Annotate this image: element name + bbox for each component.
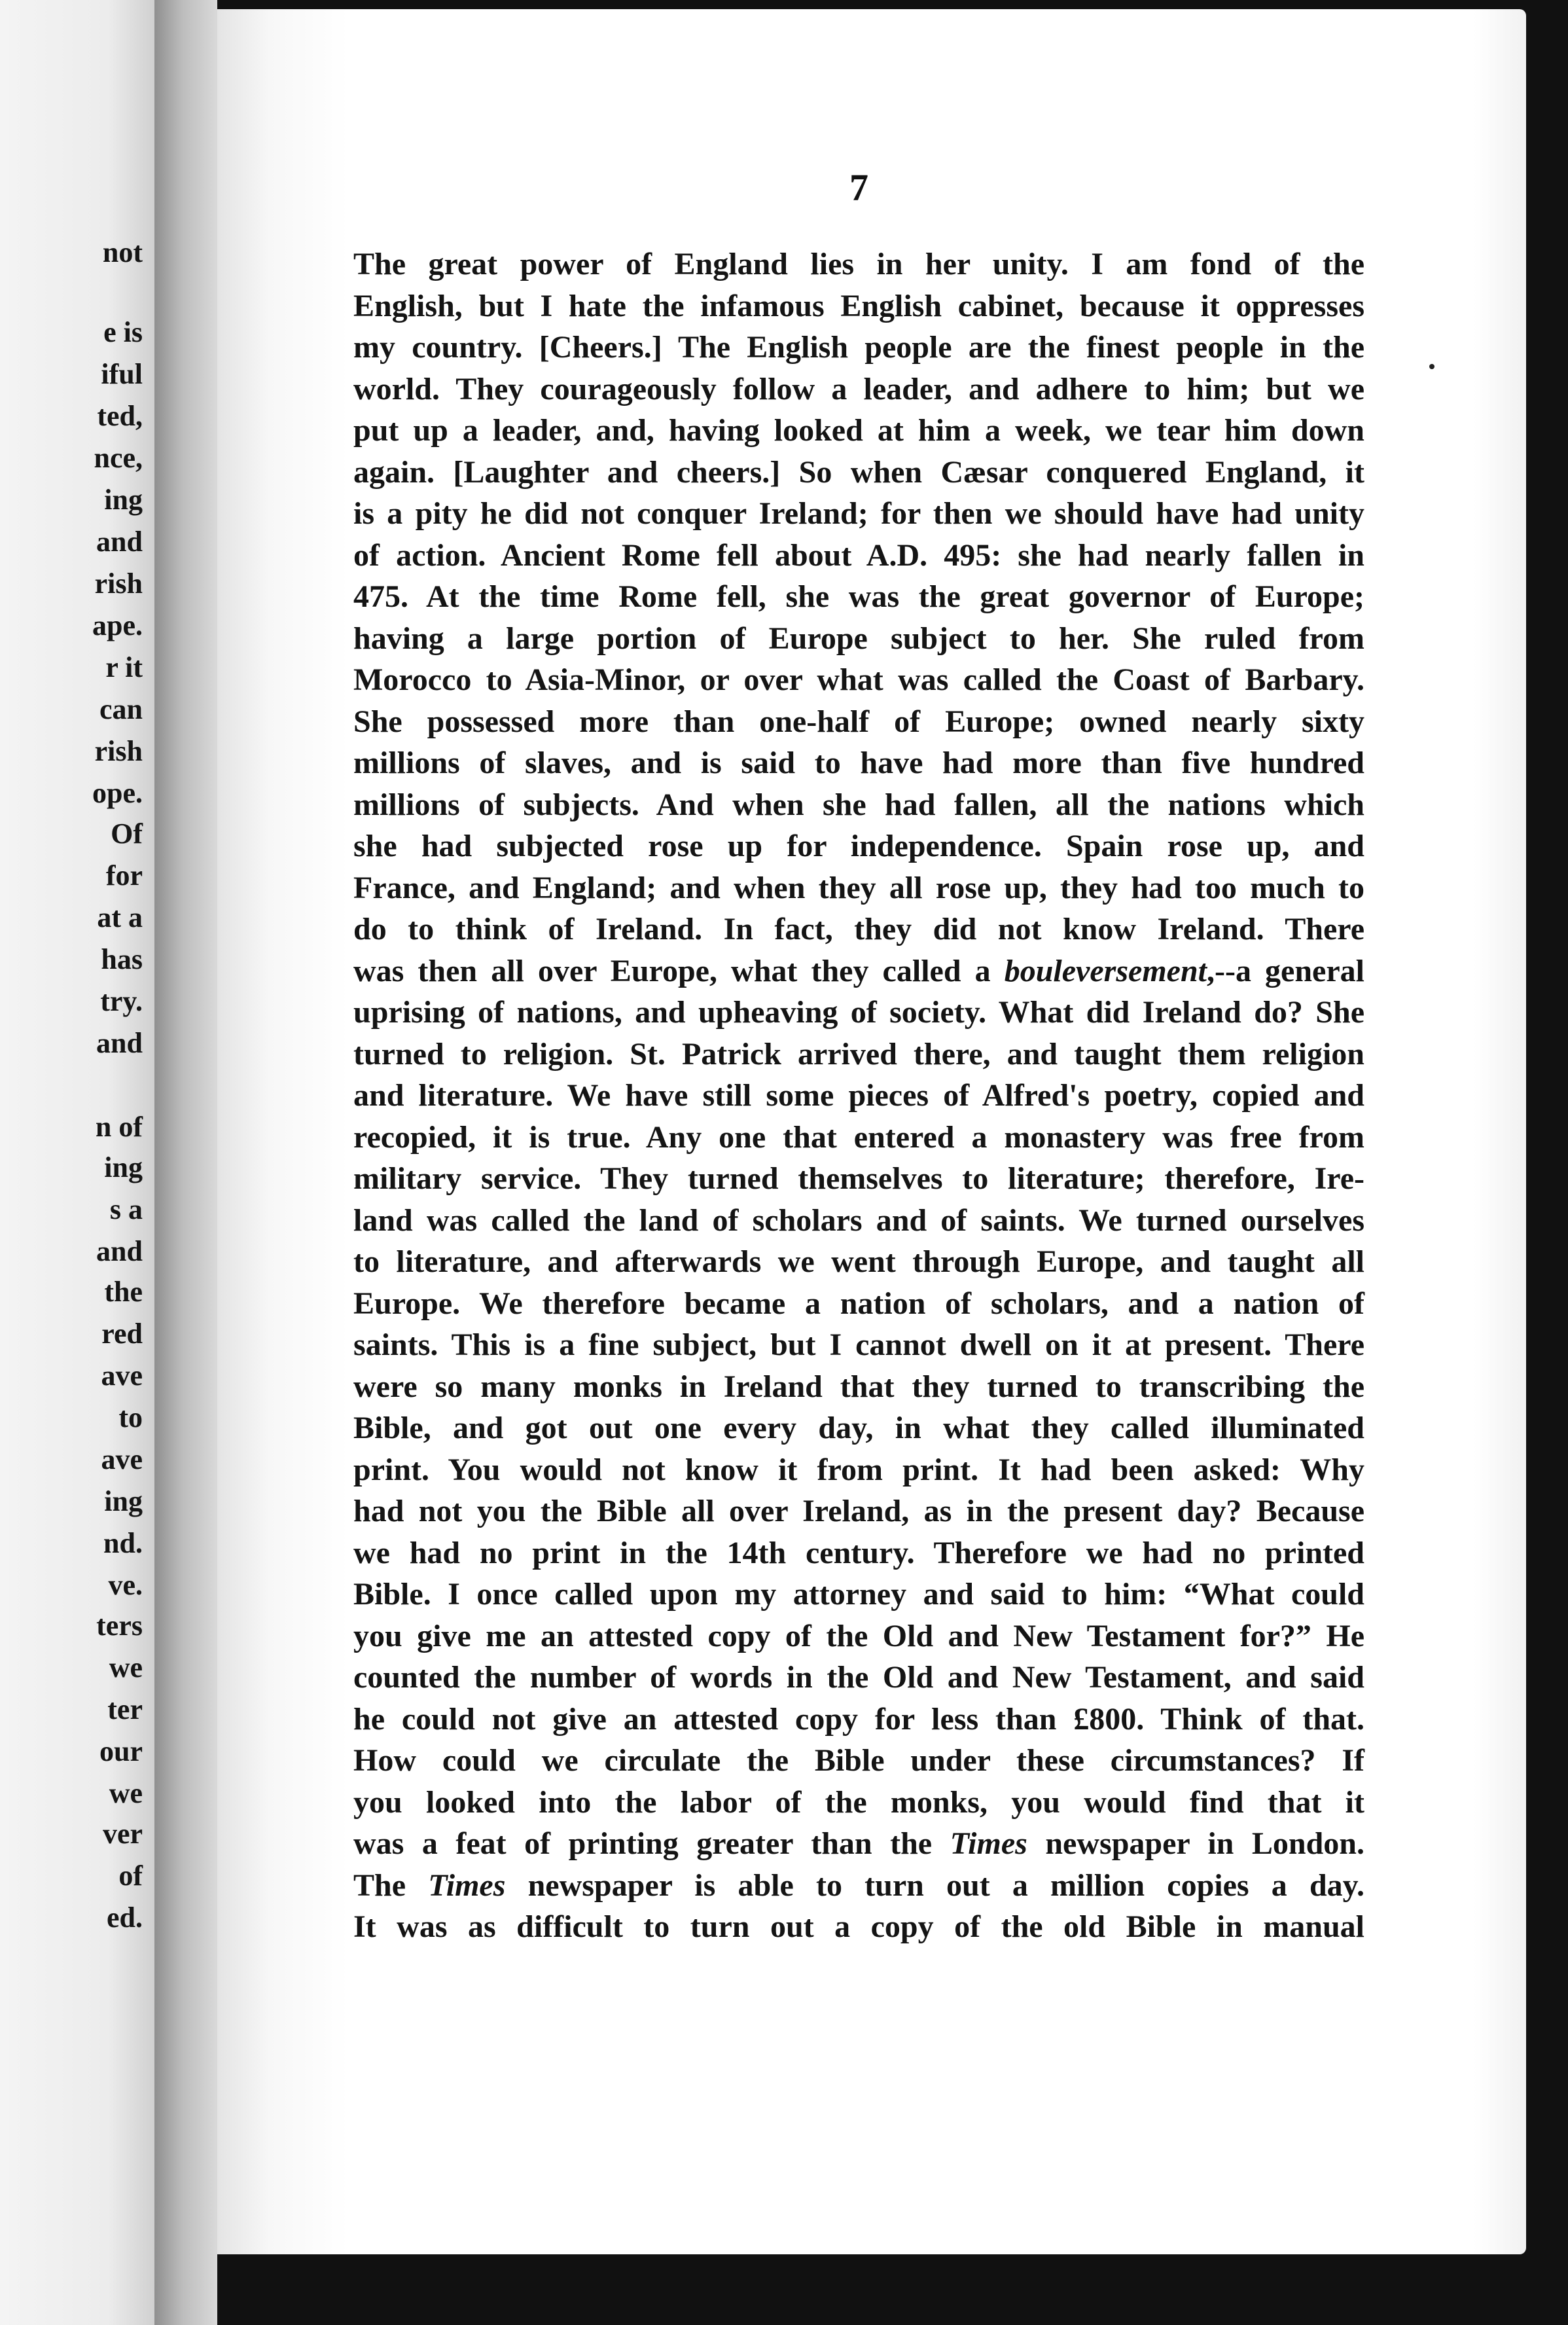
text-line: She possessed more than one-half of Europe; owned nearly sixty	[353, 704, 1364, 739]
text-line: had not you the Bible all over Ireland, as in the present day? Because	[353, 1494, 1364, 1528]
previous-page-fragment: our	[99, 1735, 143, 1767]
text-line: to literature, and afterwards we went through Europe, and taught all	[353, 1244, 1364, 1279]
previous-page-fragment: ape.	[92, 609, 143, 641]
text-line: he could not give an attested copy for less than £800. Think of that.	[353, 1701, 1364, 1737]
text-line: put up a leader, and, having looked at him a week, we tear him down	[353, 413, 1364, 448]
text-line: uprising of nations, and upheaving of society. What did Ireland do? She	[353, 995, 1364, 1030]
previous-page-fragment: ve.	[108, 1569, 143, 1601]
previous-page-fragment: Of	[111, 818, 143, 850]
text-line: is a pity he did not conquer Ireland; for then we should have had unity	[353, 496, 1364, 531]
previous-page-fragment: ter	[107, 1693, 143, 1725]
previous-page-fragment: and	[96, 1027, 143, 1059]
previous-page-fragment: to	[118, 1401, 143, 1433]
text-line: turned to religion. St. Patrick arrived there, and taught them religion	[353, 1036, 1364, 1072]
previous-page-fragment: e is	[103, 316, 143, 348]
text-line: France, and England; and when they all rose up, they had too much to	[353, 870, 1364, 905]
text-line: we had no print in the 14th century. Therefore we had no printed	[353, 1535, 1364, 1570]
text-line: was then all over Europe, what they called a bouleversement,--a general	[353, 953, 1365, 988]
previous-page-fragment: we	[109, 1651, 143, 1684]
text-line: land was called the land of scholars and of saints. We turned ourselves	[353, 1202, 1364, 1238]
previous-page-fragment: nce,	[94, 442, 143, 474]
previous-page-fragment: has	[101, 943, 143, 975]
previous-page-fragment: nd.	[103, 1527, 143, 1559]
text-line: was a feat of printing greater than the Times newspaper in London.	[353, 1826, 1364, 1861]
text-line: Bible, and got out one every day, in what they called illuminated	[353, 1411, 1364, 1445]
previous-page-fragment: n of	[95, 1111, 143, 1143]
previous-page-fragment: ave	[101, 1360, 143, 1392]
previous-page-fragment: and	[96, 1235, 143, 1267]
previous-page-fragment: rish	[94, 735, 143, 767]
text-line: millions of slaves, and is said to have had more than five hundred	[353, 746, 1364, 780]
previous-page-fragment: the	[104, 1276, 143, 1308]
text-line: Morocco to Asia-Minor, or over what was called the Coast of Barbary.	[353, 662, 1364, 697]
text-line: Europe. We therefore became a nation of scholars, and a nation of	[353, 1286, 1364, 1321]
text-line: again. [Laughter and cheers.] So when Cæsar conquered England, it	[353, 454, 1364, 490]
previous-page-fragment: not	[102, 236, 143, 268]
previous-page-fragment: try.	[100, 985, 143, 1017]
page-gutter-shadow	[154, 0, 217, 2325]
text-line: my country. [Cheers.] The English people are the finest people in the	[353, 330, 1364, 365]
text-line: having a large portion of Europe subject to her. She ruled from	[353, 621, 1364, 656]
text-line: English, but I hate the infamous English cabinet, because it oppresses	[353, 288, 1364, 323]
previous-page-fragment: ope.	[92, 777, 143, 809]
previous-page-fragment: we	[109, 1777, 143, 1809]
previous-page-fragment: ters	[96, 1610, 143, 1642]
text-line: she had subjected rose up for independence. Spain rose up, and	[353, 829, 1364, 863]
previous-page-fragment: can	[99, 693, 143, 725]
previous-page-fragment: ave	[101, 1443, 143, 1475]
text-line: world. They courageously follow a leader, and adhere to him; but we	[353, 371, 1364, 406]
text-line: counted the number of words in the Old and New Testament, and said	[353, 1660, 1364, 1695]
text-line: military service. They turned themselves to literature; therefore, Ire-	[353, 1161, 1364, 1196]
previous-page-fragment: for	[105, 859, 143, 892]
previous-page-fragment: red	[101, 1318, 143, 1350]
text-line: print. You would not know it from print. It had been asked: Why	[353, 1452, 1364, 1487]
text-line: and literature. We have still some pieces of Alfred's poetry, copied and	[353, 1078, 1364, 1113]
text-line: of action. Ancient Rome fell about A.D. 495: she had nearly fallen in	[353, 537, 1364, 573]
text-line: The great power of England lies in her unity. I am fond of the	[353, 247, 1364, 281]
previous-page-fragment: ing	[104, 1151, 143, 1183]
previous-page-fragment: ing	[104, 484, 143, 516]
previous-page-fragment: ver	[102, 1818, 143, 1850]
text-line: Bible. I once called upon my attorney and said to him: “What could	[353, 1577, 1364, 1612]
previous-page-edge	[0, 0, 154, 2325]
text-line: you looked into the labor of the monks, you would find that it	[353, 1784, 1364, 1820]
text-line: It was as difficult to turn out a copy of the old Bible in manual	[353, 1909, 1364, 1944]
text-line: you give me an attested copy of the Old and New Testament for?” He	[353, 1618, 1364, 1653]
text-line: 475. At the time Rome fell, she was the great governor of Europe;	[353, 579, 1364, 614]
previous-page-fragment: of	[118, 1860, 143, 1892]
previous-page-fragment: ted,	[97, 400, 143, 432]
previous-page-fragment: ing	[104, 1485, 143, 1517]
previous-page-fragment: ed.	[107, 1901, 143, 1934]
previous-page-fragment: rish	[94, 568, 143, 600]
text-line: How could we circulate the Bible under these circumstances? If	[353, 1743, 1364, 1778]
previous-page-fragment: r it	[105, 651, 143, 683]
previous-page-fragment: s a	[109, 1193, 143, 1225]
previous-page-fragment: iful	[101, 358, 143, 390]
text-line: millions of subjects. And when she had fallen, all the nations which	[353, 787, 1364, 822]
page-number: 7	[849, 166, 868, 209]
previous-page-fragment: and	[96, 526, 143, 558]
text-line: saints. This is a fine subject, but I cannot dwell on it at present. There	[353, 1327, 1364, 1362]
body-text	[353, 243, 1364, 1948]
stray-ink-mark	[1429, 364, 1434, 369]
previous-page-fragment: at a	[97, 901, 143, 933]
text-line: The Times newspaper is able to turn out a million copies a day.	[353, 1867, 1365, 1903]
text-line: were so many monks in Ireland that they turned to transcribing the	[353, 1369, 1364, 1404]
text-line: recopied, it is true. Any one that entered a monastery was free from	[353, 1119, 1364, 1155]
text-line: do to think of Ireland. In fact, they did not know Ireland. There	[353, 912, 1364, 946]
